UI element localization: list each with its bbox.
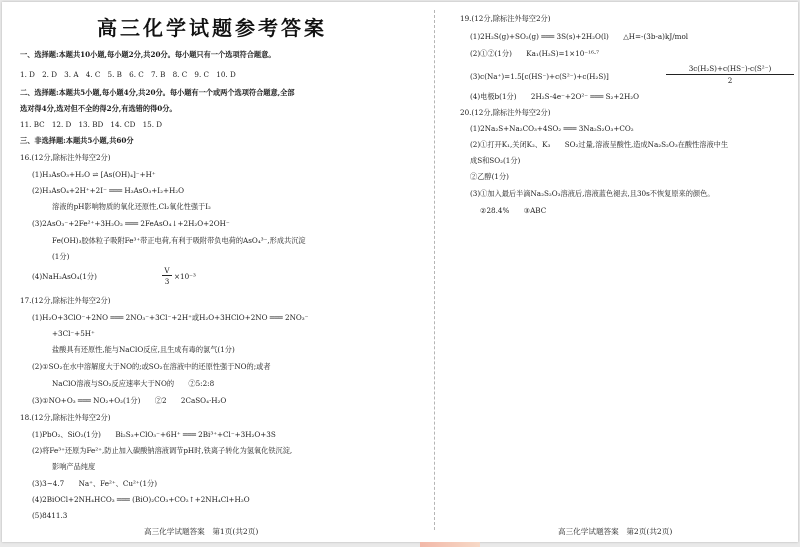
q18-header: 18.(12分,除标注外每空2分) bbox=[20, 413, 111, 422]
q16-header: 16.(12分,除标注外每空2分) bbox=[20, 153, 111, 162]
q20-answer-3b: ②28.4% ③ABC bbox=[480, 206, 547, 215]
page-2 bbox=[454, 2, 798, 542]
frac-v-denominator: 3 bbox=[164, 277, 170, 286]
q19-answer-4: (4)电极b(1分) 2H₂S-4e⁻+2O²⁻ ═══ S₂+2H₂O bbox=[470, 92, 640, 101]
answer-sheet bbox=[2, 2, 798, 542]
q16-answer-4: (4)NaH₂AsO₄(1分) bbox=[32, 272, 97, 281]
q16-answer-2: (2)H₃AsO₄+2H⁺+2I⁻ ═══ H₃AsO₃+I₂+H₂O bbox=[32, 186, 185, 195]
q18-answer-5: (5)8411.3 bbox=[32, 511, 68, 520]
q17-answer-2-cont: NaClO溶液与SO₂反应速率大于NO的 ②5:2:8 bbox=[52, 379, 215, 388]
frac-v-bar bbox=[162, 275, 172, 276]
q17-header: 17.(12分,除标注外每空2分) bbox=[20, 296, 111, 305]
page-1 bbox=[10, 2, 414, 542]
q20-header: 20.(12分,除标注外每空2分) bbox=[460, 108, 551, 117]
q18-answer-4: (4)2BiOCl+2NH₄HCO₃ ═══ (BiO)₂CO₃+CO₂↑+2NH₄Cl+H₂O bbox=[32, 495, 250, 504]
q18-answer-2-cont: 影响产品纯度 bbox=[52, 462, 96, 471]
q18-answer-3: (3)3~4.7 Na⁺、Fe²⁺、Cu²⁺(1分) bbox=[32, 479, 158, 488]
q16-answer-3-note: Fe(OH)₃胶体粒子吸附Fe³⁺带正电荷,有利于吸附带负电荷的AsO₄³⁻,形成共沉淀 bbox=[52, 236, 306, 245]
frac-c-bar bbox=[666, 74, 794, 75]
q20-answer-1: (1)2Na₂S+Na₂CO₃+4SO₂ ═══ 3Na₂S₂O₃+CO₂ bbox=[470, 124, 634, 133]
q17-answer-1-note: 盐酸具有还原性,能与NaClO反应,且生成有毒的氯气(1分) bbox=[52, 345, 235, 354]
q20-answer-3: (3)①加入最后半滴Na₂S₂O₃溶液后,溶液蓝色褪去,且30s不恢复原来的颜色。 bbox=[470, 189, 715, 198]
section-2-header: 二、选择题:本题共5小题,每小题4分,共20分。每小题有一个或两个选项符合题意,全部 bbox=[20, 88, 295, 97]
q17-answer-1: (1)H₂O+3ClO⁻+2NO ═══ 2NO₃⁻+3Cl⁻+2H⁺或H₂O+3HClO+2NO ═══ 2NO₃⁻ bbox=[32, 313, 309, 322]
footer-page-2: 高三化学试题答案 第2页(共2页) bbox=[558, 527, 673, 536]
q18-answer-2: (2)将Fe³⁺还原为Fe²⁺,防止加入碳酸钠溶液调节pH时,铁离子转化为氢氧化铁沉淀, bbox=[32, 446, 293, 455]
q16-answer-1: (1)H₃AsO₃+H₂O ⇌ [As(OH)₄]⁻+H⁺ bbox=[32, 170, 156, 179]
q19-answer-1: (1)2H₂S(g)+SO₂(g) ═══ 3S(s)+2H₂O(l) △H=-(3b-a)kJ/mol bbox=[470, 32, 689, 41]
q19-header: 19.(12分,除标注外每空2分) bbox=[460, 14, 551, 23]
section-3-header: 三、非选择题:本题共5小题,共60分 bbox=[20, 136, 134, 145]
section-2-note: 选对得4分,选对但不全的得2分,有选错的得0分。 bbox=[20, 104, 177, 113]
frac-v-exponent: ×10⁻³ bbox=[174, 272, 196, 281]
q17-answer-1-cont: +3Cl⁻+5H⁺ bbox=[52, 329, 95, 338]
q20-answer-2: (2)①打开K₁,关闭K₂、K₃ SO₂过量,溶液呈酸性,造成Na₂S₂O₃在酸性溶液中生 bbox=[470, 140, 729, 149]
bottom-edge-strip bbox=[420, 542, 480, 547]
q17-answer-2: (2)①SO₂在水中溶解度大于NO的;或SO₂在溶液中的还原性强于NO的;或者 bbox=[32, 362, 271, 371]
q16-answer-2-note: 溶液的pH影响物质的氧化还原性,Cl₂氧化性强于I₂ bbox=[52, 202, 211, 211]
frac-v-numerator: V bbox=[164, 266, 170, 275]
q20-answer-2b: ②乙醇(1分) bbox=[470, 172, 509, 181]
q17-answer-3: (3)①NO+O₃ ═══ NO₂+O₂(1分) ②2 2CaSO₄·H₂O bbox=[32, 396, 227, 405]
mcq-answers: 1. D 2. D 3. A 4. C 5. B 6. C 7. B 8. C 9. C 10. D bbox=[20, 70, 236, 79]
frac-c-denominator: 2 bbox=[727, 76, 733, 85]
page-divider bbox=[434, 10, 435, 530]
multi-answers: 11. BC 12. D 13. BD 14. CD 15. D bbox=[20, 120, 163, 129]
q16-answer-3: (3)2AsO₃⁻+2Fe²⁺+3H₂O₂ ═══ 2FeAsO₄↓+2H₂O+2OH⁻ bbox=[32, 219, 230, 228]
q16-answer-3-score: (1分) bbox=[52, 252, 70, 261]
section-1-header: 一、选择题:本题共10小题,每小题2分,共20分。每小题只有一个选项符合题意。 bbox=[20, 50, 276, 59]
q18-answer-1: (1)PbO₂、SiO₂(1分) Bi₂S₃+ClO₃⁻+6H⁺ ═══ 2Bi³⁺+Cl⁻+3H₂O+3S bbox=[32, 430, 276, 439]
q20-answer-2-cont: 成S和SO₂(1分) bbox=[470, 156, 521, 165]
q19-answer-2: (2)①②(1分) Ka₁(H₂S)=1×10⁻¹⁶·⁷ bbox=[470, 49, 600, 58]
q19-answer-3: (3)c(Na⁺)=1.5[c(HS⁻)+c(S²⁻)+c(H₂S)] bbox=[470, 72, 609, 81]
footer-page-1: 高三化学试题答案 第1页(共2页) bbox=[144, 527, 259, 536]
document-title: 高三化学试题参考答案 bbox=[97, 16, 327, 40]
frac-c-numerator: 3c(H₂S)+c(HS⁻)-c(S²⁻) bbox=[688, 64, 772, 73]
